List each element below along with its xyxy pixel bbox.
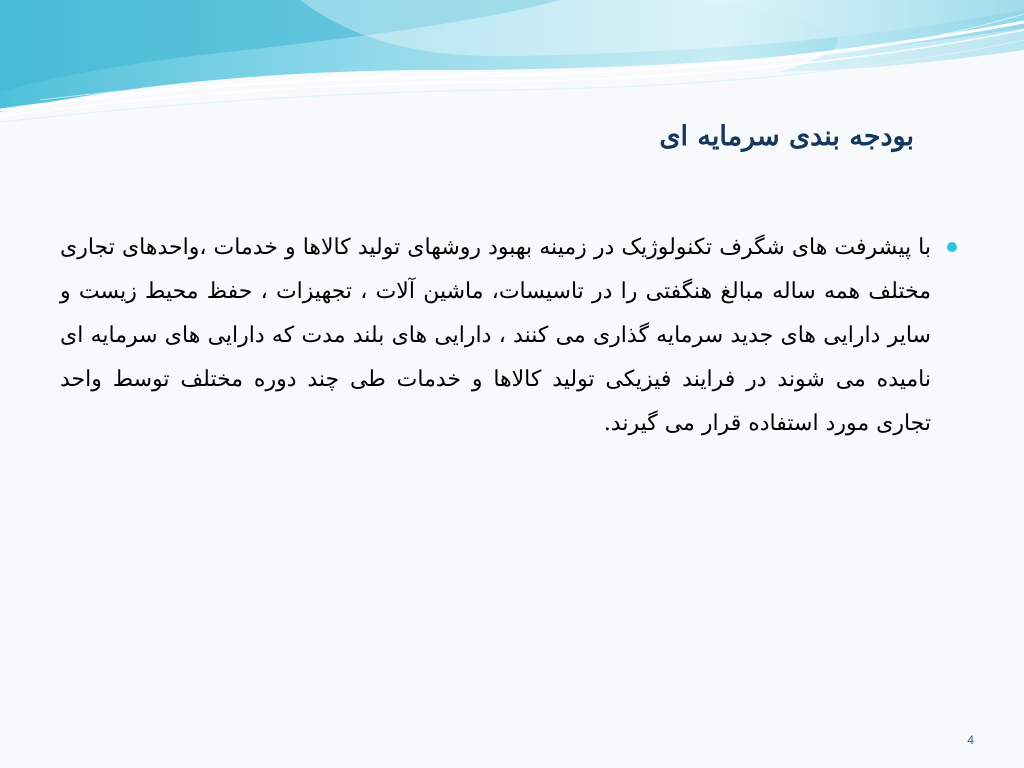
bullet-dot-icon [947, 242, 957, 252]
page-number: 4 [967, 733, 974, 747]
bullet-list [60, 226, 965, 446]
header-wave-decoration [0, 0, 1024, 130]
bullet-item [60, 226, 965, 446]
slide-title: بودجه بندی سرمایه ای [659, 121, 914, 152]
bullet-text: با پیشرفت های شگرف تکنولوژیک در زمینه بهبود روشهای تولید کالاها و خدمات ،واحدهای تجاری مختلف همه ساله مبالغ هنگفتی را در تاسیسات، ماشین آلات ، تجهیزات ، حفظ محیط زیست و سایر دارایی های جدید سرمایه گذاری می کنند ، دارایی های بلند مدت که دارایی های سرمایه ای نامیده می شوند در فرایند فیزیکی تولید کالاها و خدمات طی چند دوره مختلف توسط واحد تجاری مورد استفاده قرار می گیرند. [60, 235, 931, 436]
